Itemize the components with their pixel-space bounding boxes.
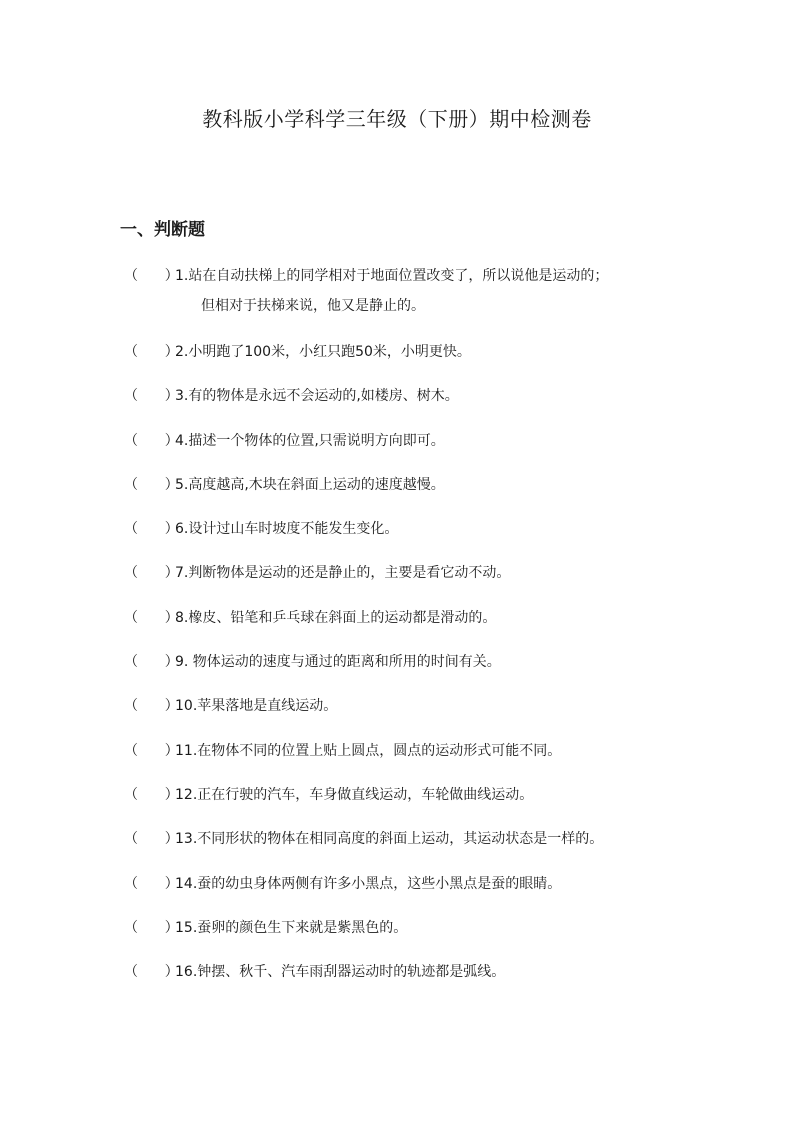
question-text: 6.设计过山车时坡度不能发生变化。: [175, 521, 399, 538]
answer-blank[interactable]: （ ）: [124, 609, 179, 626]
question-text: 8.橡皮、铅笔和乒乓球在斜面上的运动都是滑动的。: [175, 609, 497, 626]
question-item: [124, 652, 704, 672]
question-item: [124, 962, 704, 982]
question-item: [124, 608, 704, 628]
question-item: [124, 266, 704, 316]
answer-blank[interactable]: （ ）: [124, 565, 179, 582]
answer-blank[interactable]: （ ）: [124, 875, 179, 892]
question-list: [124, 266, 704, 1006]
answer-blank[interactable]: （ ）: [124, 476, 179, 493]
question-item: [124, 918, 704, 938]
answer-blank[interactable]: （ ）: [124, 388, 179, 405]
answer-blank[interactable]: （ ）: [124, 831, 179, 848]
question-item: [124, 874, 704, 894]
question-text: 13.不同形状的物体在相同高度的斜面上运动，其运动状态是一样的。: [175, 831, 604, 848]
question-item: [124, 475, 704, 495]
question-text: 10.苹果落地是直线运动。: [175, 698, 338, 715]
answer-blank[interactable]: （ ）: [124, 786, 179, 803]
answer-blank[interactable]: （ ）: [124, 698, 179, 715]
question-text: 12.正在行驶的汽车，车身做直线运动，车轮做曲线运动。: [175, 786, 534, 803]
answer-blank[interactable]: （ ）: [124, 521, 179, 538]
section-heading: 一、判断题: [120, 220, 205, 240]
question-text: 11.在物体不同的位置上贴上圆点，圆点的运动形式可能不同。: [175, 742, 562, 759]
question-text: 9. 物体运动的速度与通过的距离和所用的时间有关。: [175, 654, 501, 671]
question-text: 14.蚕的幼虫身体两侧有许多小黑点，这些小黑点是蚕的眼睛。: [175, 875, 562, 892]
question-text: 16.钟摆、秋千、汽车雨刮器运动时的轨迹都是弧线。: [175, 964, 506, 981]
answer-blank[interactable]: （ ）: [124, 919, 179, 936]
answer-blank[interactable]: （ ）: [124, 742, 179, 759]
answer-blank[interactable]: （ ）: [124, 964, 179, 981]
answer-blank[interactable]: （ ）: [124, 432, 179, 449]
question-text: 15.蚕卵的颜色生下来就是紫黑色的。: [175, 919, 408, 936]
question-item: [124, 563, 704, 583]
question-item: [124, 386, 704, 406]
question-item: [124, 519, 704, 539]
answer-blank[interactable]: （ ）: [124, 268, 179, 284]
question-item: [124, 785, 704, 805]
question-text: 1.站在自动扶梯上的同学相对于地面位置改变了，所以说他是运动的；: [175, 268, 609, 284]
question-item: [124, 342, 704, 362]
question-text: 5.高度越高,木块在斜面上运动的速度越慢。: [175, 476, 445, 493]
question-text-continuation: 但相对于扶梯来说，他又是静止的。: [201, 298, 425, 314]
answer-blank[interactable]: （ ）: [124, 654, 179, 671]
answer-blank[interactable]: （ ）: [124, 344, 179, 360]
question-item: [124, 431, 704, 451]
question-text: 4.描述一个物体的位置,只需说明方向即可。: [175, 432, 445, 449]
question-item: [124, 829, 704, 849]
question-item: [124, 741, 704, 761]
question-item: [124, 696, 704, 716]
question-text: 7.判断物体是运动的还是静止的，主要是看它动不动。: [175, 565, 511, 582]
question-text: 2.小明跑了100米，小红只跑50米，小明更快。: [175, 344, 471, 360]
question-text: 3.有的物体是永远不会运动的,如楼房、树木。: [175, 388, 459, 405]
page-title: 教科版小学科学三年级（下册）期中检测卷: [202, 107, 592, 131]
